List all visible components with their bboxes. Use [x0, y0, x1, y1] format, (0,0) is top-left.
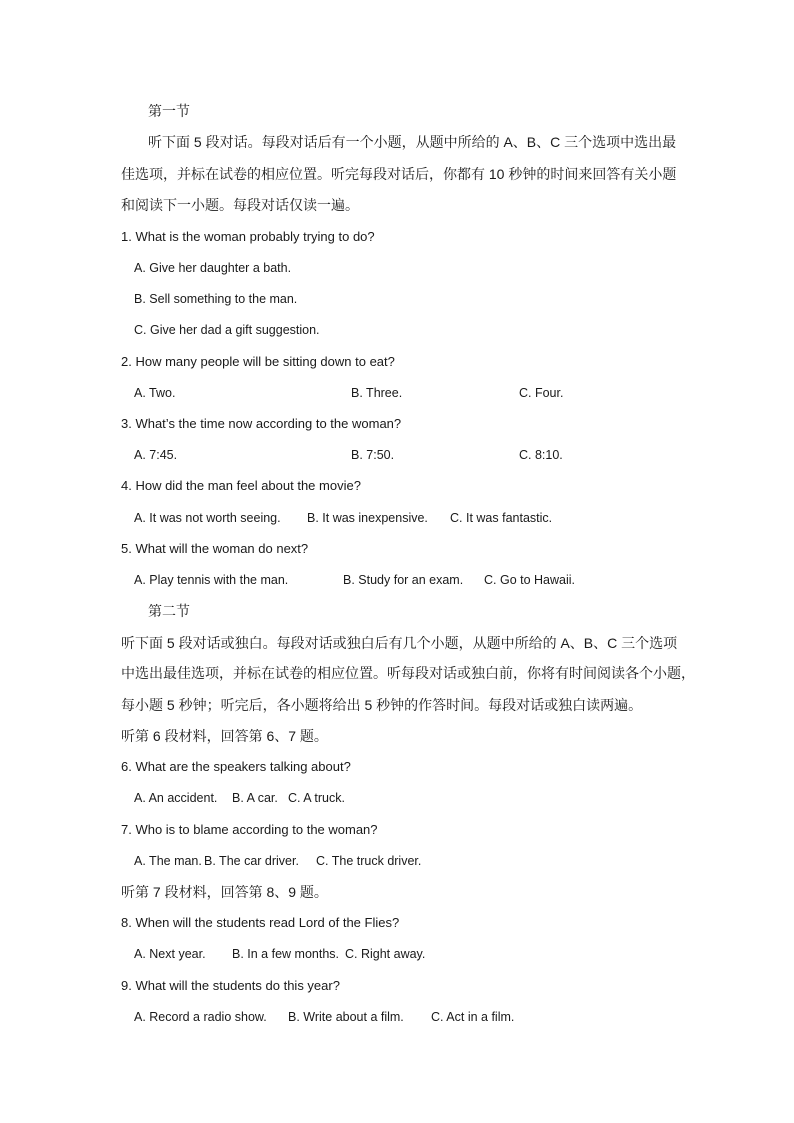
- q6-option-b: B. A car.: [232, 791, 278, 805]
- section2-instructions-line-1: 听下面 5 段对话或独白。每段对话或独白后有几个小题，从题中所给的 A、B、C 三个选项: [121, 635, 678, 651]
- q4-option-a: A. It was not worth seeing.: [134, 511, 281, 525]
- q4-option-c: C. It was fantastic.: [450, 511, 553, 525]
- question-8: 8. When will the students read Lord of the Flies?: [121, 915, 400, 930]
- q5-option-a: A. Play tennis with the man.: [134, 573, 289, 587]
- q7-option-c: C. The truck driver.: [316, 854, 422, 868]
- section1-instructions-line-1: 听下面 5 段对话。每段对话后有一个小题，从题中所给的 A、B、C 三个选项中选出最: [148, 134, 677, 150]
- q1-option-a: A. Give her daughter a bath.: [134, 261, 292, 275]
- section2-heading: 第二节: [148, 603, 190, 619]
- question-9: 9. What will the students do this year?: [121, 978, 340, 993]
- section1-instructions-line-2: 佳选项，并标在试卷的相应位置。听完每段对话后，你都有 10 秒钟的时间来回答有关小题: [121, 166, 677, 182]
- q7-option-a: A. The man.: [134, 854, 202, 868]
- q6-option-a: A. An accident.: [134, 791, 218, 805]
- q8-option-a: A. Next year.: [134, 947, 206, 961]
- q3-option-c: C. 8:10.: [519, 448, 563, 462]
- q9-option-b: B. Write about a film.: [288, 1010, 404, 1024]
- q6-option-c: C. A truck.: [288, 791, 345, 805]
- q2-option-c: C. Four.: [519, 386, 564, 400]
- q3-option-a: A. 7:45.: [134, 448, 178, 462]
- question-5: 5. What will the woman do next?: [121, 541, 309, 556]
- material-6-note: 听第 6 段材料，回答第 6、7 题。: [121, 728, 328, 744]
- material-7-note: 听第 7 段材料，回答第 8、9 题。: [121, 884, 328, 900]
- q9-option-c: C. Act in a film.: [431, 1010, 515, 1024]
- section2-instructions-line-3: 每小题 5 秒钟；听完后，各小题将给出 5 秒钟的作答时间。每段对话或独白读两遍。: [121, 697, 643, 713]
- question-4: 4. How did the man feel about the movie?: [121, 478, 361, 493]
- question-7: 7. Who is to blame according to the woman?: [121, 822, 378, 837]
- q8-option-c: C. Right away.: [345, 947, 426, 961]
- q5-option-c: C. Go to Hawaii.: [484, 573, 576, 587]
- section2-instructions-line-2: 中选出最佳选项，并标在试卷的相应位置。听每段对话或独白前，你将有时间阅读各个小题，: [121, 665, 695, 681]
- q8-option-b: B. In a few months.: [232, 947, 339, 961]
- question-6: 6. What are the speakers talking about?: [121, 759, 351, 774]
- q5-option-b: B. Study for an exam.: [343, 573, 464, 587]
- q1-option-c: C. Give her dad a gift suggestion.: [134, 323, 320, 337]
- question-1: 1. What is the woman probably trying to do?: [121, 229, 375, 244]
- section1-instructions-line-3: 和阅读下一小题。每段对话仅读一遍。: [121, 197, 359, 213]
- q7-option-b: B. The car driver.: [204, 854, 299, 868]
- question-3: 3. What’s the time now according to the woman?: [121, 416, 402, 431]
- q9-option-a: A. Record a radio show.: [134, 1010, 267, 1024]
- question-2: 2. How many people will be sitting down to eat?: [121, 354, 395, 369]
- q3-option-b: B. 7:50.: [351, 448, 395, 462]
- q2-option-b: B. Three.: [351, 386, 403, 400]
- q2-option-a: A. Two.: [134, 386, 176, 400]
- section1-heading: 第一节: [148, 103, 190, 119]
- q1-option-b: B. Sell something to the man.: [134, 292, 298, 306]
- q4-option-b: B. It was inexpensive.: [307, 511, 428, 525]
